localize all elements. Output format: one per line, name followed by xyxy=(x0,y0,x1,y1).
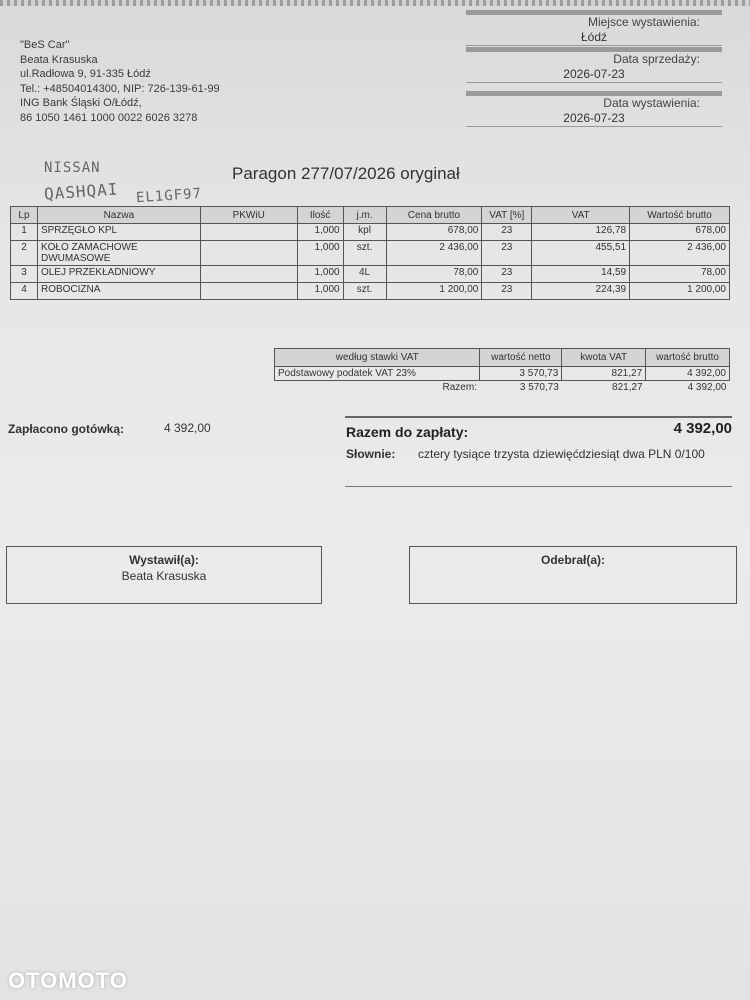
col-vat-pct: VAT [%] xyxy=(482,207,532,224)
vat-col-gross: wartość brutto xyxy=(646,349,730,367)
sale-date-value: 2026-07-23 xyxy=(466,67,722,83)
vat-rate: Podstawowy podatek VAT 23% xyxy=(275,367,480,381)
row-name: OLEJ PRZEKŁADNIOWY xyxy=(37,266,200,283)
items-table xyxy=(10,206,730,300)
row-price: 2 436,00 xyxy=(386,241,482,266)
seller-info xyxy=(20,38,220,125)
col-qty: Ilość xyxy=(297,207,343,224)
col-lp: Lp xyxy=(11,207,38,224)
row-price: 1 200,00 xyxy=(386,283,482,300)
row-vat-pct: 23 xyxy=(482,266,532,283)
row-unit: szt. xyxy=(343,241,386,266)
items-header-row xyxy=(11,207,730,224)
vat-col-net: wartość netto xyxy=(480,349,562,367)
row-gross: 678,00 xyxy=(630,224,730,241)
issue-date-label: Data wystawienia: xyxy=(603,96,700,110)
row-pkwiu xyxy=(200,241,297,266)
row-price: 78,00 xyxy=(386,266,482,283)
row-gross: 2 436,00 xyxy=(630,241,730,266)
issued-by-box xyxy=(6,546,322,604)
row-qty: 1,000 xyxy=(297,283,343,300)
seller-account: 86 1050 1461 1000 0022 6026 3278 xyxy=(20,111,198,124)
vat-total-net: 3 570,73 xyxy=(519,382,559,393)
row-gross: 1 200,00 xyxy=(630,283,730,300)
seller-contact: Tel.: +48504014300, NIP: 726-139-61-99 xyxy=(20,82,220,95)
col-gross: Wartość brutto xyxy=(630,207,730,224)
table-row xyxy=(11,266,730,283)
col-price: Cena brutto xyxy=(386,207,482,224)
row-pkwiu xyxy=(200,224,297,241)
row-unit: kpl xyxy=(343,224,386,241)
row-pkwiu xyxy=(200,283,297,300)
vat-row xyxy=(275,367,730,381)
col-unit: j.m. xyxy=(343,207,386,224)
issued-by-label: Wystawił(a): xyxy=(129,553,199,567)
vat-col-rate: według stawki VAT xyxy=(275,349,480,367)
table-row xyxy=(11,283,730,300)
row-lp: 3 xyxy=(11,266,38,283)
vat-gross: 4 392,00 xyxy=(646,367,730,381)
perforation-edge xyxy=(0,0,750,6)
total-to-pay-value: 4 392,00 xyxy=(673,420,732,437)
vat-amount: 821,27 xyxy=(562,367,646,381)
row-qty: 1,000 xyxy=(297,241,343,266)
vat-total-gross: 4 392,00 xyxy=(687,382,727,393)
row-vat: 224,39 xyxy=(532,283,630,300)
total-to-pay-label: Razem do zapłaty: xyxy=(346,424,469,440)
issued-by-name: Beata Krasuska xyxy=(121,569,207,583)
row-lp: 2 xyxy=(11,241,38,266)
issue-place-label: Miejsce wystawienia: xyxy=(587,15,700,29)
row-vat-pct: 23 xyxy=(482,241,532,266)
issue-date-block xyxy=(466,91,722,127)
divider xyxy=(345,486,732,487)
vat-summary-table xyxy=(274,348,730,394)
row-gross: 78,00 xyxy=(630,266,730,283)
row-price: 678,00 xyxy=(386,224,482,241)
table-row xyxy=(11,224,730,241)
col-vat: VAT xyxy=(532,207,630,224)
vat-col-amount: kwota VAT xyxy=(562,349,646,367)
paid-cash-label: Zapłacono gotówką: xyxy=(8,422,125,436)
row-vat-pct: 23 xyxy=(482,283,532,300)
receipt-title: Paragon 277/07/2026 oryginał xyxy=(232,164,460,183)
received-by-label: Odebrał(a): xyxy=(540,553,605,567)
seller-owner: Beata Krasuska xyxy=(20,53,98,66)
row-name: SPRZĘGŁO KPL xyxy=(37,224,200,241)
seller-name: "BeS Car" xyxy=(20,39,70,51)
vat-header-row xyxy=(275,349,730,367)
row-qty: 1,000 xyxy=(297,224,343,241)
row-name: KOŁO ZAMACHOWE DWUMASOWE xyxy=(37,241,200,266)
handwritten-plate: EL1GF97 xyxy=(135,185,203,207)
row-lp: 1 xyxy=(11,224,38,241)
watermark-logo: OTOMOTO xyxy=(8,968,128,993)
vat-net: 3 570,73 xyxy=(480,367,562,381)
col-pkwiu: PKWiU xyxy=(200,207,297,224)
vat-total-label: Razem: xyxy=(442,382,477,393)
divider xyxy=(345,416,732,418)
handwritten-model: QASHQAI xyxy=(43,179,120,204)
row-unit: szt. xyxy=(343,283,386,300)
paid-cash-value: 4 392,00 xyxy=(164,421,211,435)
table-row xyxy=(11,241,730,266)
amount-in-words-label: Słownie: xyxy=(346,447,396,461)
issue-place-block xyxy=(466,10,722,46)
col-name: Nazwa xyxy=(37,207,200,224)
row-vat: 126,78 xyxy=(532,224,630,241)
issue-date-value: 2026-07-23 xyxy=(466,111,722,127)
received-by-box xyxy=(409,546,737,604)
vat-total-row xyxy=(275,381,730,395)
vat-total-amount: 821,27 xyxy=(612,382,643,393)
seller-bank: ING Bank Śląski O/Łódź, xyxy=(20,97,142,109)
row-vat: 14,59 xyxy=(532,266,630,283)
sale-date-block xyxy=(466,47,722,83)
row-name: ROBOCIZNA xyxy=(37,283,200,300)
row-pkwiu xyxy=(200,266,297,283)
handwritten-make: NISSAN xyxy=(44,160,101,176)
seller-address: ul.Radłowa 9, 91-335 Łódź xyxy=(20,68,151,80)
issue-place-value: Łódź xyxy=(466,30,722,46)
row-vat-pct: 23 xyxy=(482,224,532,241)
row-lp: 4 xyxy=(11,283,38,300)
row-qty: 1,000 xyxy=(297,266,343,283)
amount-in-words-value: cztery tysiące trzysta dziewięćdziesiąt dwa PLN 0/100 xyxy=(418,447,705,461)
sale-date-label: Data sprzedaży: xyxy=(613,52,700,66)
row-unit: 4L xyxy=(343,266,386,283)
row-vat: 455,51 xyxy=(532,241,630,266)
